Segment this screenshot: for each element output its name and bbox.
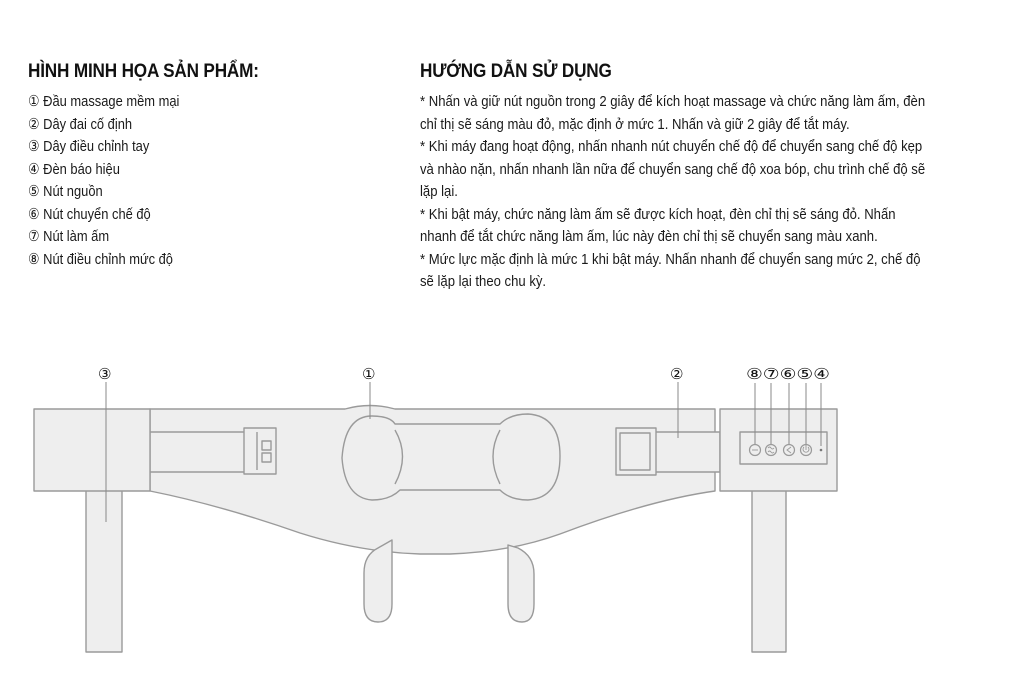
parts-item-mode-button: ⑥ Nút chuyển chế độ xyxy=(28,205,151,223)
guide-line: lặp lại. xyxy=(420,183,458,200)
buckle-slot xyxy=(262,441,271,450)
right-fixing-strap xyxy=(655,432,720,472)
callout-massage-head: ① xyxy=(362,365,376,383)
parts-item-indicator-light: ④ Đèn báo hiệu xyxy=(28,160,120,178)
parts-item-heat-button: ⑦ Nút làm ấm xyxy=(28,228,110,245)
guide-line: sẽ lặp lại theo chu kỳ. xyxy=(420,273,547,290)
guide-line: và nhào nặn, nhấn nhanh lần nữa để chuyển sang chế độ xoa bóp, chu trình chế độ sẽ xyxy=(420,160,926,178)
guide-line: chỉ thị sẽ sáng màu đỏ, mặc định ở mức 1. Nhấn và giữ 2 giây để tắt máy. xyxy=(420,115,850,133)
left-hand-strap xyxy=(86,480,122,652)
guide-line: * Nhấn và giữ nút nguồn trong 2 giây để kích hoạt massage và chức năng làm ấm, đèn xyxy=(420,93,926,110)
parts-item-massage-head: ① Đầu massage mềm mại xyxy=(28,93,180,110)
right-hand-strap xyxy=(752,480,786,652)
callout-hand-strap: ③ xyxy=(98,365,112,383)
left-end-block xyxy=(34,409,150,491)
parts-item-hand-strap: ③ Dây điều chỉnh tay xyxy=(28,138,150,155)
buckle-slot xyxy=(262,453,271,462)
parts-item-level-button: ⑧ Nút điều chỉnh mức độ xyxy=(28,250,173,268)
guide-heading: HƯỚNG DẪN SỬ DỤNG xyxy=(420,60,612,82)
indicator-light xyxy=(820,449,823,452)
heat-button[interactable] xyxy=(766,445,777,456)
massage-head xyxy=(342,414,560,500)
guide-line: * Khi máy đang hoạt động, nhấn nhanh nút chuyển chế độ để chuyển sang chế độ kẹp xyxy=(420,138,923,155)
parts-item-fixing-strap: ② Dây đai cố định xyxy=(28,115,133,133)
callout-buttons: ⑧⑦⑥⑤④ xyxy=(746,365,830,383)
guide-line: * Mức lực mặc định là mức 1 khi bật máy. Nhấn nhanh để chuyển sang mức 2, chế độ xyxy=(420,250,921,268)
callout-fixing-strap: ② xyxy=(670,365,684,383)
guide-line: * Khi bật máy, chức năng làm ấm sẽ được kích hoạt, đèn chỉ thị sẽ sáng đỏ. Nhấn xyxy=(420,205,896,223)
strap-clip-inner xyxy=(620,433,650,470)
right-massage-finger xyxy=(508,545,534,622)
parts-heading: HÌNH MINH HỌA SẢN PHẨM: xyxy=(28,60,259,82)
guide-line: nhanh để tắt chức năng làm ấm, lúc này đèn chỉ thị sẽ chuyển sang màu xanh. xyxy=(420,228,878,245)
mode-button[interactable] xyxy=(784,445,795,456)
left-massage-finger xyxy=(364,540,392,622)
parts-item-power-button: ⑤ Nút nguồn xyxy=(28,183,103,200)
left-strap xyxy=(150,432,245,472)
strap-buckle xyxy=(244,428,276,474)
